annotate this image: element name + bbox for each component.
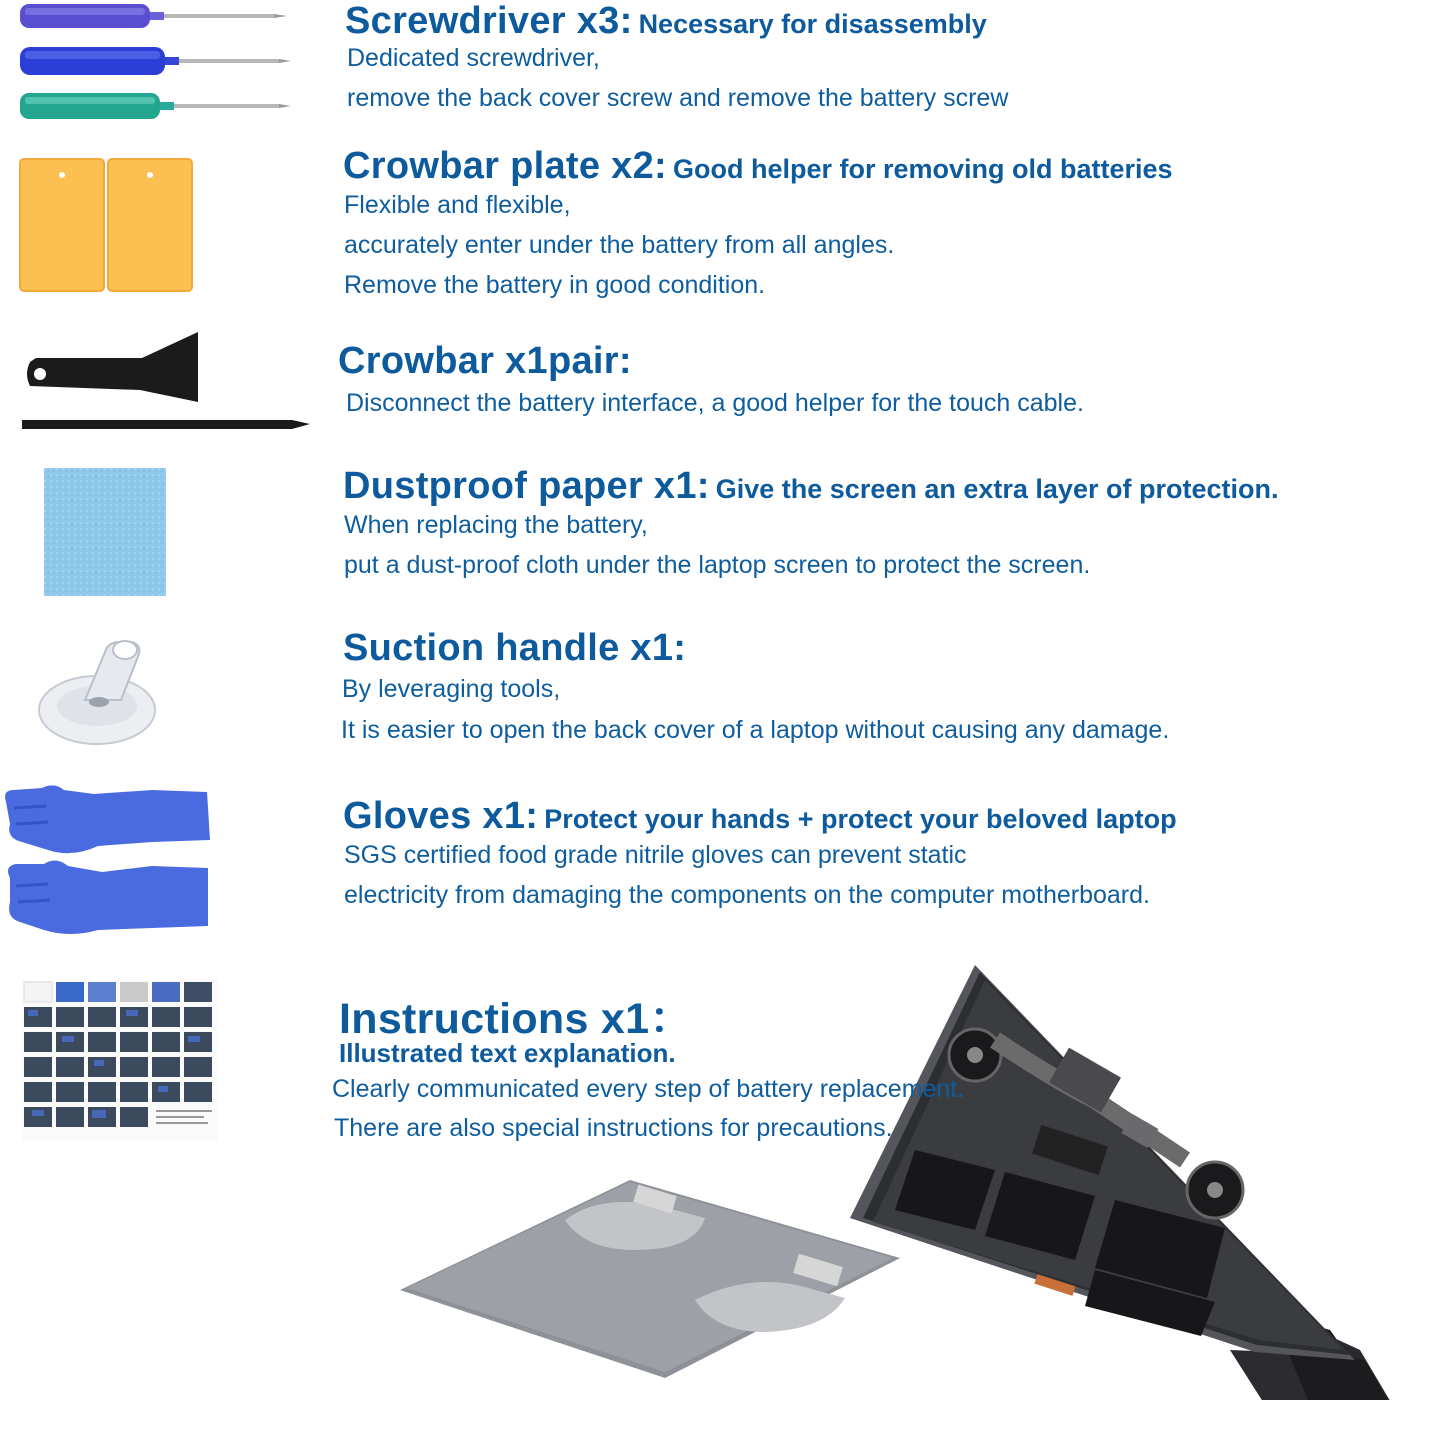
item-line: electricity from damaging the components on the computer motherboard. (344, 881, 1150, 909)
item-line: Disconnect the battery interface, a good helper for the touch cable. (346, 389, 1084, 417)
item-title-crowbar-plate: Crowbar plate x2: Good helper for removing old batteries (343, 145, 1173, 187)
item-line: By leveraging tools, (342, 675, 561, 703)
item-title-dustproof-paper: Dustproof paper x1: Give the screen an extra layer of protection. (343, 465, 1279, 507)
crowbar-plate-icon (18, 157, 198, 295)
item-subtitle-instructions: Illustrated text explanation. (339, 1038, 676, 1068)
item-title-suction-handle: Suction handle x1: (343, 627, 687, 669)
item-line: accurately enter under the battery from all angles. (344, 231, 895, 259)
item-line: remove the back cover screw and remove the battery screw (347, 84, 1009, 112)
gloves-icon (2, 780, 214, 940)
dustproof-paper-icon (43, 467, 167, 597)
item-title-gloves: Gloves x1: Protect your hands + protect your beloved laptop (343, 795, 1177, 837)
item-title-instructions: Instructions x1： (339, 995, 693, 1043)
item-line: It is easier to open the back cover of a laptop without causing any damage. (341, 716, 1170, 744)
crowbar-icon (20, 328, 315, 436)
item-line: There are also special instructions for precautions. (334, 1114, 893, 1142)
item-line: SGS certified food grade nitrile gloves can prevent static (344, 841, 967, 869)
suction-handle-icon (35, 622, 160, 748)
item-line: put a dust-proof cloth under the laptop screen to protect the screen. (344, 551, 1091, 579)
screwdriver-icon (15, 0, 295, 125)
item-line: Flexible and flexible, (344, 191, 571, 219)
item-line: Clearly communicated every step of battery replacement. (332, 1075, 965, 1103)
item-line: When replacing the battery, (344, 511, 648, 539)
instructions-sheet-icon (22, 980, 218, 1140)
item-title-crowbar: Crowbar x1pair: (338, 340, 632, 382)
item-line: Remove the battery in good condition. (344, 271, 766, 299)
item-title-screwdriver: Screwdriver x3: Necessary for disassembly (345, 0, 987, 42)
item-line: Dedicated screwdriver, (347, 44, 600, 72)
